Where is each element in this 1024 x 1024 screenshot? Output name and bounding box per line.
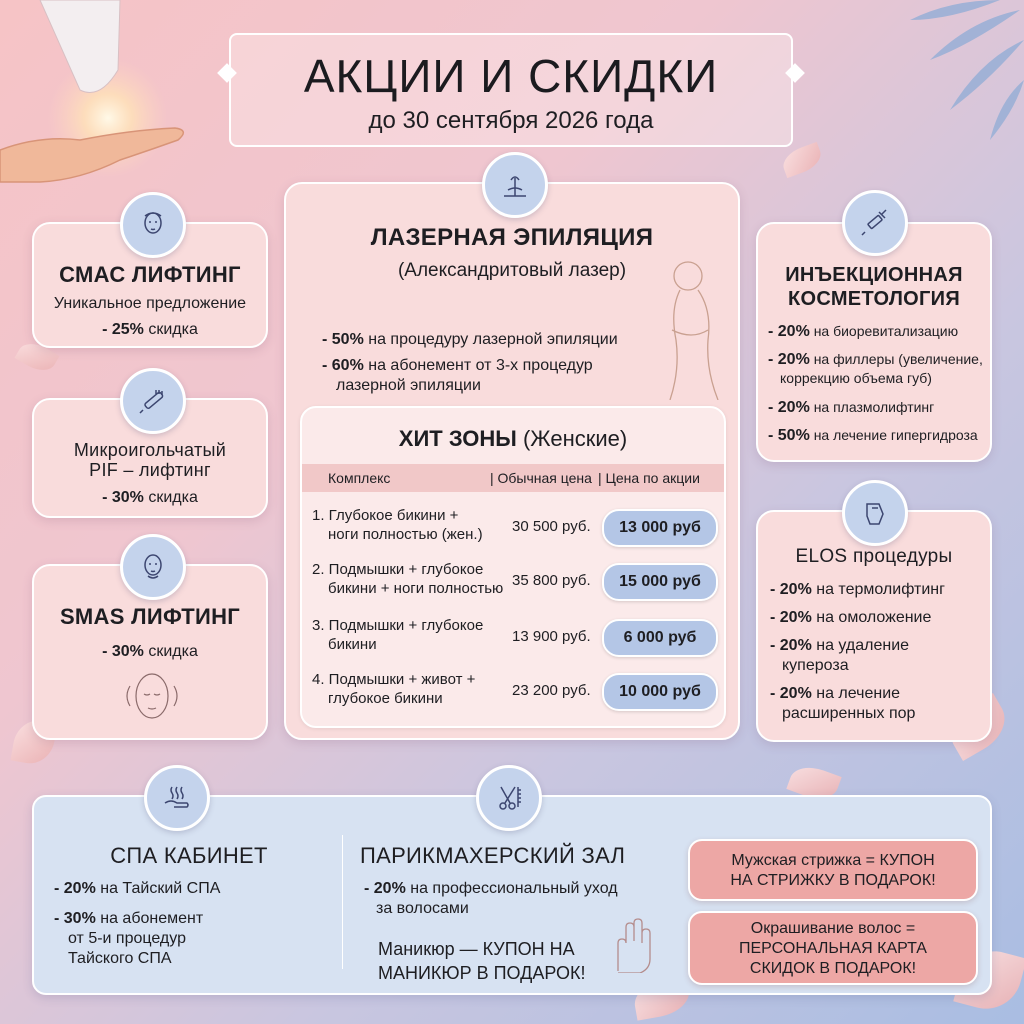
- item-text: на плазмолифтинг: [813, 399, 935, 415]
- spa-item-2: [54, 909, 203, 969]
- table-row: [302, 614, 724, 662]
- injection-item: [768, 398, 934, 417]
- item-percent: - 20%: [770, 581, 812, 598]
- hit-zones-panel: [300, 406, 726, 728]
- injection-item: [768, 350, 983, 388]
- row-label-line2: глубокое бикини: [328, 690, 443, 707]
- row-label: [312, 506, 483, 544]
- item-percent: - 20%: [768, 351, 810, 368]
- gift-mens-haircut: [688, 839, 978, 901]
- item-text-cont: от 5-и процедур: [68, 930, 186, 947]
- item-percent: - 50%: [768, 427, 810, 444]
- hair-salon-title: ПАРИКМАХЕРСКИЙ ЗАЛ: [360, 843, 626, 868]
- item-percent: - 20%: [768, 323, 810, 340]
- discount-value: - 30%: [102, 489, 144, 506]
- face-icon: [120, 192, 186, 258]
- discount-value: - 25%: [102, 321, 144, 338]
- item-text: на абонемент: [100, 910, 204, 927]
- face-icon: [120, 534, 186, 600]
- hair-follicle-icon: [482, 152, 548, 218]
- petal-decoration: [779, 142, 825, 178]
- table-header: [302, 464, 724, 492]
- discount-label: скидка: [148, 321, 198, 338]
- offer-percent: - 60%: [322, 357, 364, 374]
- item-percent: - 30%: [54, 910, 96, 927]
- injection-item: [768, 426, 978, 445]
- promo-price-pill: 15 000 руб: [602, 563, 718, 601]
- item-percent: - 20%: [364, 880, 406, 897]
- promo-price-pill: 6 000 руб: [602, 619, 718, 657]
- row-label-line1: 2. Подмышки + глубокое: [312, 561, 484, 578]
- item-text: на лечение: [816, 685, 901, 702]
- offer-text-cont: лазерной эпиляции: [336, 377, 481, 394]
- gift-line1: Мужская стрижка = КУПОН: [731, 852, 935, 869]
- item-percent: - 20%: [54, 880, 96, 897]
- laser-epilation-card: [284, 182, 740, 740]
- discount-value: - 30%: [102, 643, 144, 660]
- row-label: [312, 670, 475, 708]
- leaf-decoration: [850, 0, 1024, 150]
- injection-item: [768, 322, 958, 341]
- table-row: [302, 504, 724, 552]
- page-subtitle: до 30 сентября 2026 года: [368, 107, 654, 134]
- regular-price: 13 900 руб.: [512, 628, 591, 645]
- face-illustration: [122, 666, 182, 730]
- hair-item: [364, 879, 618, 919]
- gift-line2: НА СТРИЖКУ В ПОДАРОК!: [730, 872, 936, 889]
- gift-hair-coloring: [688, 911, 978, 985]
- card-subtitle: Уникальное предложение: [53, 295, 247, 312]
- laser-offer-1: [322, 330, 618, 350]
- gift-line3: СКИДОК В ПОДАРОК!: [749, 960, 917, 977]
- regular-price: 30 500 руб.: [512, 518, 591, 535]
- card-title-line1: ИНЪЕКЦИОННАЯ: [785, 264, 963, 286]
- card-title-line1: Микроигольчатый: [73, 440, 227, 460]
- hand-illustration: [606, 913, 656, 973]
- manicure-line1: Маникюр — КУПОН НА: [378, 939, 575, 959]
- manicure-offer: [378, 937, 585, 985]
- offer-text: на процедуру лазерной эпиляции: [368, 331, 618, 348]
- hit-zones-title-bold: ХИТ ЗОНЫ: [398, 426, 517, 451]
- item-percent: - 20%: [770, 685, 812, 702]
- elos-item: [770, 608, 931, 628]
- item-percent: - 20%: [770, 609, 812, 626]
- item-text: на термолифтинг: [816, 581, 945, 598]
- table-row: [302, 558, 724, 606]
- gift-line1: Окрашивание волос =: [750, 920, 916, 937]
- promo-price-pill: 10 000 руб: [602, 673, 718, 711]
- item-text-cont: расширенных пор: [782, 705, 916, 722]
- card-title: СМАС ЛИФТИНГ: [59, 262, 241, 287]
- regular-price: 35 800 руб.: [512, 572, 591, 589]
- offer-text: на абонемент от 3-х процедур: [368, 357, 593, 374]
- item-text: на омоложение: [816, 609, 932, 626]
- card-title-line2: КОСМЕТОЛОГИЯ: [788, 288, 960, 310]
- discount-label: скидка: [148, 643, 198, 660]
- card-subtitle: (Александритовый лазер): [397, 260, 627, 281]
- scissors-comb-icon: [476, 765, 542, 831]
- page-title: АКЦИИ И СКИДКИ: [303, 50, 719, 102]
- row-label-line1: 3. Подмышки + глубокое: [312, 617, 484, 634]
- elos-item: [770, 684, 915, 724]
- gift-line2: ПЕРСОНАЛЬНАЯ КАРТА: [739, 940, 927, 957]
- spa-title: СПА КАБИНЕТ: [110, 843, 268, 868]
- discount-label: скидка: [148, 489, 198, 506]
- item-text-cont: купероза: [782, 657, 849, 674]
- spa-hand-icon: [144, 765, 210, 831]
- elos-device-icon: [842, 480, 908, 546]
- item-text: на лечение гипергидроза: [813, 427, 978, 443]
- table-row: [302, 668, 724, 716]
- promo-price-pill: 13 000 руб: [602, 509, 718, 547]
- row-label-line1: 4. Подмышки + живот +: [312, 671, 476, 688]
- item-text: на удаление: [816, 637, 910, 654]
- column-header-regular: | Обычная цена: [490, 470, 592, 486]
- item-text: на биоревитализацию: [813, 323, 959, 339]
- row-label: [312, 560, 503, 598]
- card-title: ELOS процедуры: [795, 546, 953, 567]
- card-title: SMAS ЛИФТИНГ: [59, 604, 241, 629]
- elos-item: [770, 636, 909, 676]
- offer-percent: - 50%: [322, 331, 364, 348]
- glowing-hand-decoration: [0, 0, 200, 200]
- woman-silhouette-illustration: [636, 250, 736, 400]
- item-text-cont: за волосами: [376, 900, 469, 917]
- column-header-complex: Комплекс: [328, 470, 391, 486]
- item-text-cont: Тайского СПА: [68, 950, 172, 967]
- elos-item: [770, 580, 945, 600]
- column-header-promo: | Цена по акции: [598, 470, 700, 486]
- microneedle-pen-icon: [120, 368, 186, 434]
- item-text: на профессиональный уход: [410, 880, 618, 897]
- discount-line: [34, 642, 266, 662]
- card-title: ЛАЗЕРНАЯ ЭПИЛЯЦИЯ: [370, 224, 654, 251]
- discount-line: [34, 320, 266, 340]
- spa-item-1: [54, 879, 220, 899]
- discount-line: [34, 488, 266, 508]
- card-title-line2: PIF – лифтинг: [89, 460, 211, 480]
- item-percent: - 20%: [770, 637, 812, 654]
- row-label-line1: 1. Глубокое бикини +: [312, 507, 459, 524]
- syringe-icon: [842, 190, 908, 256]
- injection-cosmetology-card: [756, 222, 992, 462]
- laser-offer-2: [322, 356, 593, 396]
- hit-zones-title-regular: (Женские): [522, 426, 628, 451]
- item-percent: - 20%: [768, 399, 810, 416]
- header-box: [229, 33, 793, 147]
- manicure-line2: МАНИКЮР В ПОДАРОК!: [378, 963, 586, 983]
- row-label-line2: бикини + ноги полностью: [328, 580, 504, 597]
- item-text: на филлеры (увеличение,: [813, 351, 983, 367]
- item-text: на Тайский СПА: [100, 880, 221, 897]
- hit-zones-title: [302, 426, 724, 452]
- row-label-line2: бикини: [328, 636, 377, 653]
- row-label: [312, 616, 483, 654]
- regular-price: 23 200 руб.: [512, 682, 591, 699]
- panel-divider: [342, 835, 343, 969]
- row-label-line2: ноги полностью (жен.): [328, 526, 483, 543]
- item-text-cont: коррекцию объема губ): [780, 370, 932, 386]
